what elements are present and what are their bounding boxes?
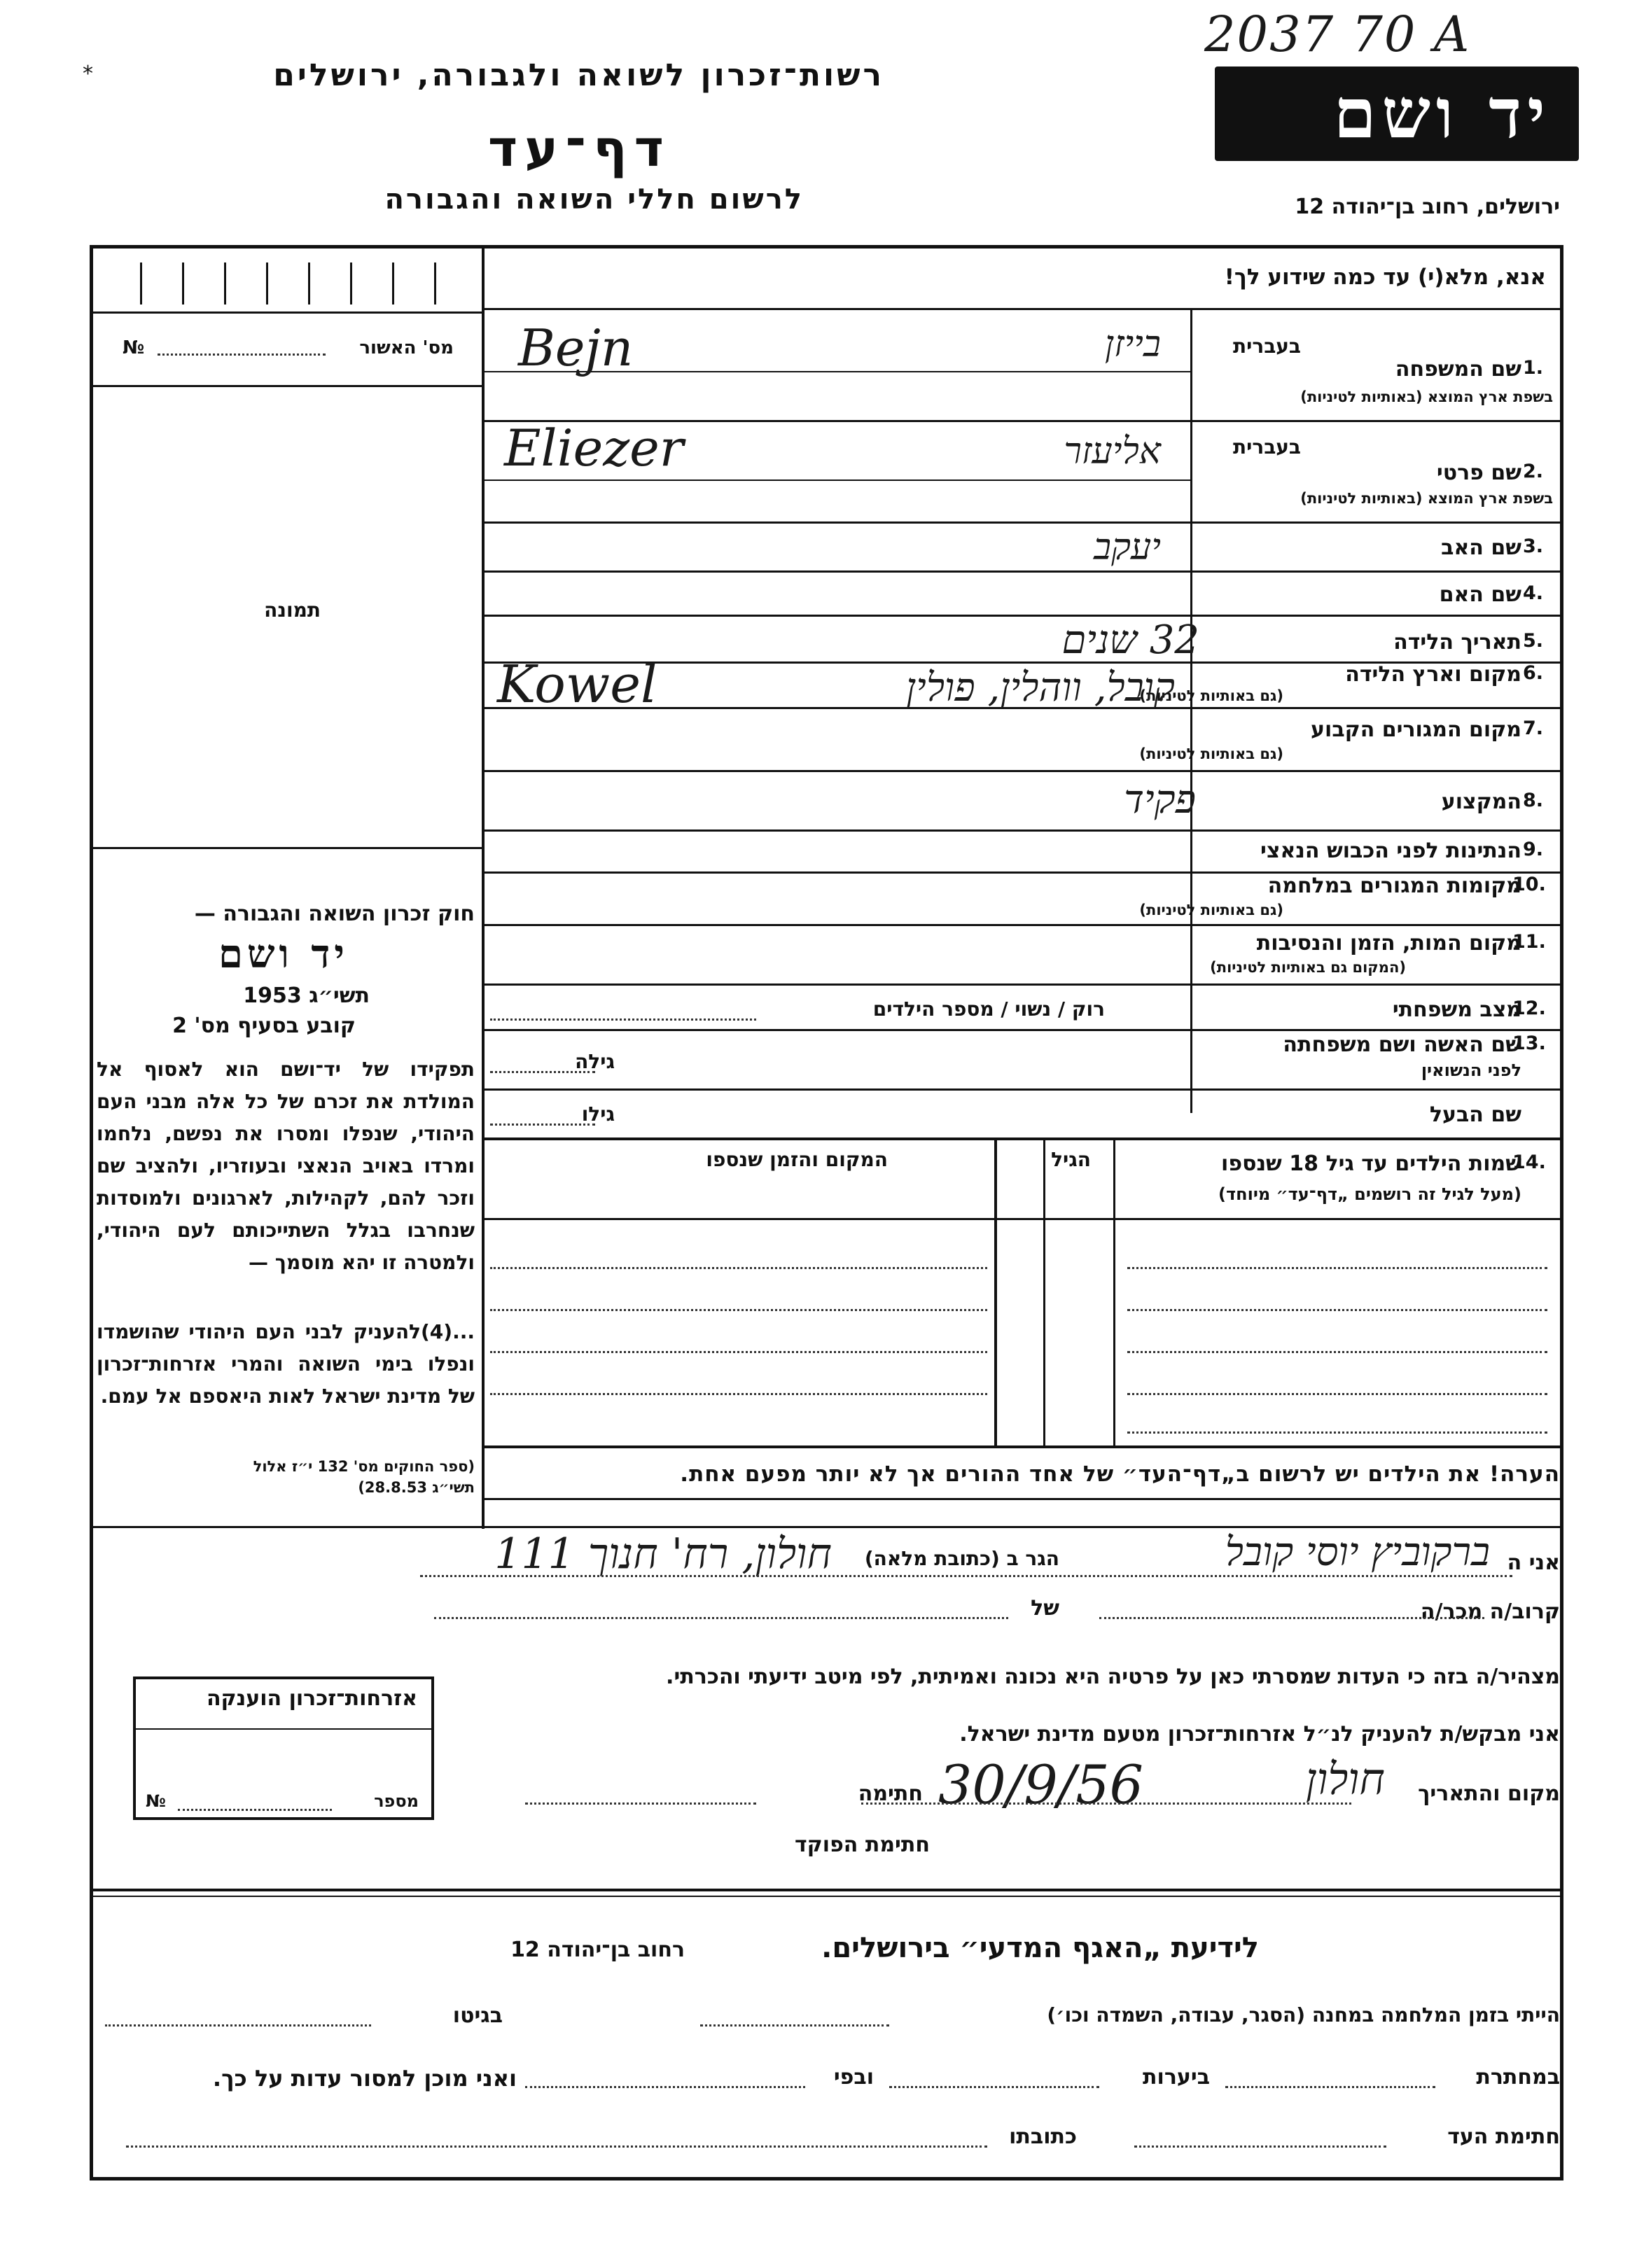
photo-label: תמונה <box>264 598 321 622</box>
citizenship-box-number: מספר <box>374 1791 419 1811</box>
field-2-hint: בשפת ארץ המוצא (באותיות לטיניות) <box>1300 490 1553 507</box>
field-9-label: הנתינות לפני הכבוש הנאצי <box>1260 839 1521 863</box>
decl-address-label: הגר ב (כתובת מלאה) <box>864 1547 1059 1570</box>
law-clause: קובע בסעיף מס' 2 <box>172 1014 356 1038</box>
tick-marks <box>98 248 476 312</box>
field-5-label: תאריך הלידה <box>1393 630 1521 654</box>
children-col-place: המקום והזמן שנספו <box>706 1148 888 1171</box>
decl-of: של <box>1031 1596 1059 1620</box>
children-hint: (מעל לגיל זה רושמים „דף־עד״ מיוחד) <box>1218 1184 1521 1204</box>
field-2-tag: בעברית <box>1232 435 1301 458</box>
decl-name[interactable]: ברקוביץ יוסי קובל <box>1225 1530 1490 1575</box>
form-title: דף־עד <box>487 119 671 178</box>
field-4-num: 4. <box>1523 582 1544 604</box>
bottom-address: רחוב בן־יהודה 12 <box>510 1938 685 1962</box>
children-col-age: הגיל <box>1051 1148 1091 1171</box>
file-number: 2037 70 A <box>1204 6 1471 63</box>
field-2-value-latin[interactable]: Eliezer <box>504 419 684 477</box>
bottom-row2-c: ובפי <box>833 2065 874 2090</box>
field-5-value-he[interactable]: 32 שנים <box>1061 617 1199 663</box>
husband-label: שם הבעל <box>1429 1102 1521 1127</box>
approval-label: מס' האשור <box>359 337 454 358</box>
field-13-hint: לפני הנשואין <box>1421 1060 1521 1080</box>
decl-place-date-label: מקום והתאריך <box>1418 1782 1560 1806</box>
field-5-num: 5. <box>1523 630 1544 652</box>
decl-relation: קרוב/ה מכר/ה <box>1420 1600 1560 1624</box>
logo-text: יד ושם <box>1333 74 1551 154</box>
field-1-value-he[interactable]: בייזן <box>1104 323 1161 365</box>
field-13-num: 13. <box>1512 1032 1546 1054</box>
field-11-hint: (המקום גם באותיות לטיניות) <box>1210 959 1406 976</box>
field-10-label: מקומות המגורים במלחמה <box>1267 874 1521 898</box>
note-text: הערה! את הילדים יש לרשום ב„דף־העד״ של אחד ההורים אך לא יותר מפעם אחת. <box>680 1462 1560 1487</box>
field-12-num: 12. <box>1512 997 1546 1019</box>
field-3-label: שם האב <box>1441 536 1521 560</box>
bottom-row2-d: ואני מוכן למסור עדות על כך. <box>212 2065 517 2092</box>
field-8-value-he[interactable]: פקיד <box>1124 777 1196 822</box>
field-3-num: 3. <box>1523 536 1544 557</box>
decl-prefix: אני ה <box>1507 1550 1560 1575</box>
bottom-row3-a: חתימת העד <box>1447 2124 1560 2149</box>
bottom-row1-b: בגיטו <box>452 2003 503 2028</box>
field-6-value-he[interactable]: קובל, ווהלין, פולין <box>905 665 1175 710</box>
field-1-value-latin[interactable]: Bejn <box>518 318 634 377</box>
field-12-options: רוק / נשוי / מספר הילדים <box>872 997 1105 1021</box>
field-13-label: שם האשה ושם משפחתה <box>1283 1032 1521 1057</box>
field-4-label: שם האם <box>1439 582 1521 607</box>
field-1-hint: בשפת ארץ המוצא (באותיות לטיניות) <box>1300 388 1553 405</box>
field-2-num: 2. <box>1523 461 1544 482</box>
field-3-value-he[interactable]: יעקב <box>1094 526 1161 568</box>
field-10-num: 10. <box>1512 874 1546 895</box>
citizenship-box <box>133 1676 434 1820</box>
field-13-age-label: גילה <box>575 1050 615 1073</box>
field-11-label: מקום המות, הזמן והנסיבות <box>1256 931 1521 955</box>
field-6-num: 6. <box>1523 662 1544 684</box>
field-2-label: שם פרטי <box>1436 461 1521 485</box>
yad-vashem-logo <box>1215 66 1579 161</box>
field-1-num: 1. <box>1523 357 1544 379</box>
law-text: תפקידו של יד־ושם הוא לאסוף אל המולדת את זכרם של כל אלה מבני העם היהודי, שנפלו ומסרו את נפשם, נלחמו ומרדו באויב הנאצי ובעוזריו, ולהציב שם וזכר להם, לקהילות, לארגונים ולמוסדות שנחרבו בגלל השתייכותם לעם היהודי, ולמטרה זו יהא מוסמך — <box>97 1058 475 1274</box>
approval-no-symbol: № <box>123 337 145 358</box>
children-num: 14. <box>1512 1152 1546 1173</box>
asterisk-mark: * <box>83 62 93 86</box>
bottom-row2-a: במחתרת <box>1476 2065 1560 2090</box>
authority-name: רשות־זכרון לשואה ולגבורה, ירושלים <box>273 57 884 93</box>
field-2-value-he[interactable]: אליעזר <box>1064 430 1161 472</box>
form-subtitle: לרשום חללי השואה והגבורה <box>384 183 804 216</box>
decl-date[interactable]: 30/9/56 <box>938 1754 1143 1816</box>
citizenship-box-title: אזרחות־זכרון הוענקה <box>206 1686 417 1711</box>
field-8-num: 8. <box>1523 790 1544 811</box>
field-7-hint: (גם באותיות לטיניות) <box>1139 746 1283 762</box>
decl-place[interactable]: חולון <box>1305 1754 1385 1805</box>
husband-age-label: גילו <box>581 1102 615 1126</box>
field-1-label: שם המשפחה <box>1395 357 1521 382</box>
field-1-tag: בעברית <box>1232 335 1301 358</box>
field-8-label: המקצוע <box>1441 790 1521 814</box>
decl-statement: מצהיר/ה בזה כי העדות שמסרתי כאן על פרטיה היא נכונה ואמיתית, לפי מיטב ידיעתי והכרתי. <box>666 1665 1560 1689</box>
field-9-num: 9. <box>1523 839 1544 860</box>
decl-address[interactable]: חולון, רח' חנוך 111 <box>494 1530 832 1578</box>
bottom-title: לידיעת „האגף המדעי״ בירושלים. <box>821 1932 1259 1964</box>
field-7-num: 7. <box>1523 718 1544 739</box>
bottom-row3-b: כתובתו <box>1009 2124 1077 2149</box>
field-11-num: 11. <box>1512 931 1546 953</box>
field-6-value-latin[interactable]: Kowel <box>497 654 657 715</box>
field-7-label: מקום המגורים הקבוע <box>1311 718 1521 742</box>
instructions-text: אנא, מלא(י) עד כמה שידוע לך! <box>1224 265 1546 290</box>
bottom-row1-a: הייתי בזמן המלחמה במחנה (הסגר, עבודה, השמדה וכו׳) <box>1047 2003 1560 2026</box>
bottom-row2-b: ביערות <box>1143 2065 1210 2090</box>
decl-signature-label: חתימה <box>858 1782 923 1806</box>
field-10-hint: (גם באותיות לטיניות) <box>1139 902 1283 918</box>
field-6-hint: (גם באותיות לטיניות) <box>1139 687 1283 704</box>
decl-officer-label: חתימת הפוקד <box>795 1833 930 1857</box>
law-name: יד ושם <box>218 931 349 977</box>
header-address: ירושלים, רחוב בן־יהודה 12 <box>1295 195 1560 219</box>
decl-request: אני מבקש/ת להעניק לנ״ל אזרחות־זכרון מטעם מדינת ישראל. <box>959 1722 1560 1746</box>
law-title: חוק זכרון השואה והגבורה — <box>194 902 475 926</box>
field-6-label: מקום וארץ הלידה <box>1345 662 1521 687</box>
law-year: תשי״ג 1953 <box>243 983 370 1008</box>
field-12-label: מצב משפחתי <box>1392 997 1521 1022</box>
law-reference: (ספר החוקים מס' 132 י״ז אלול תשי״ג 28.8.53) <box>253 1458 475 1496</box>
children-label: שמות הילדים עד גיל 18 שנספו <box>1221 1152 1521 1176</box>
citizenship-box-no: № <box>146 1791 166 1811</box>
law-text-continued: ...(4)להעניק לבני העם היהודי שהושמדו ונפלו בימי השואה והמרי אזרחות־זכרון של מדינת ישראל לאות היאספם אל עמם. <box>97 1320 475 1408</box>
